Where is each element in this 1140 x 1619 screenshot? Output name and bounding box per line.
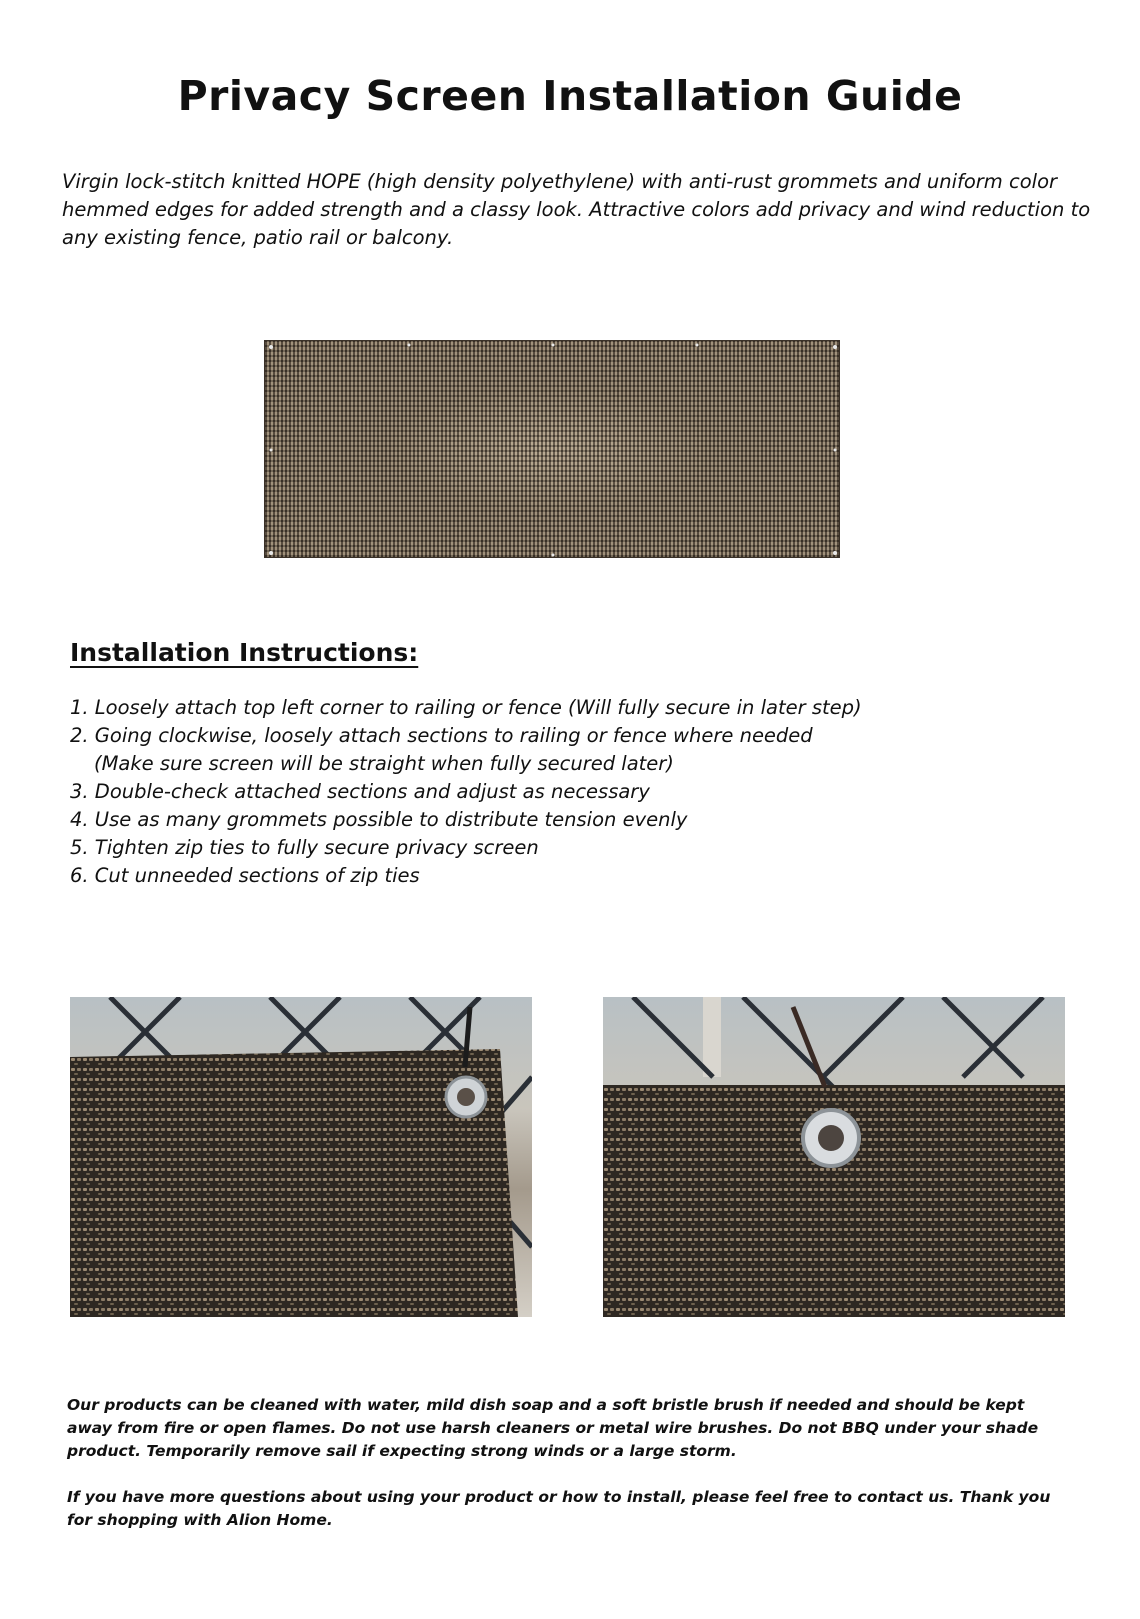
page-title: Privacy Screen Installation Guide	[177, 72, 963, 120]
step-3: 3. Double-check attached sections and adjust as necessary	[70, 780, 650, 803]
grommet-photo	[603, 997, 1065, 1317]
instruction-steps	[70, 694, 862, 890]
screen-sample-image	[264, 340, 840, 558]
care-note: Our products can be cleaned with water, mild dish soap and a soft bristle brush if needed and should be kept away from fire or open flames. Do not use harsh cleaners or metal wire brushes. Do not BBQ under your shade product. Temporarily remove sail if expecting strong winds or a large storm.	[67, 1396, 1039, 1460]
step-2-note: (Make sure screen will be straight when fully secured later)	[94, 752, 674, 775]
fence-corner-photo	[70, 997, 532, 1317]
contact-note: If you have more questions about using your product or how to install, please feel free to contact us. Thank you for shopping with Alion Home.	[67, 1488, 1051, 1529]
chain-link-wires	[633, 997, 1043, 1087]
step-2: 2. Going clockwise, loosely attach sections to railing or fence where needed	[70, 724, 813, 747]
step-1: 1. Loosely attach top left corner to railing or fence (Will fully secure in later step)	[70, 696, 862, 719]
fabric-pattern	[265, 341, 841, 559]
step-4: 4. Use as many grommets possible to distribute tension evenly	[70, 808, 688, 831]
step-5: 5. Tighten zip ties to fully secure privacy screen	[70, 836, 539, 859]
step-6: 6. Cut unneeded sections of zip ties	[70, 864, 420, 887]
grommet-dots	[269, 344, 837, 557]
grommet-illustration	[603, 997, 1065, 1317]
instructions-heading: Installation Instructions:	[70, 638, 419, 667]
fence-corner-illustration	[70, 997, 532, 1317]
zip-tie	[793, 1007, 825, 1087]
intro-paragraph: Virgin lock-stitch knitted HOPE (high density polyethylene) with anti-rust grommets and uniform color hemmed edges for added strength and a classy look. Attractive colors add privacy and wind reduction to any existing fence, patio rail or balcony.	[62, 170, 1091, 249]
